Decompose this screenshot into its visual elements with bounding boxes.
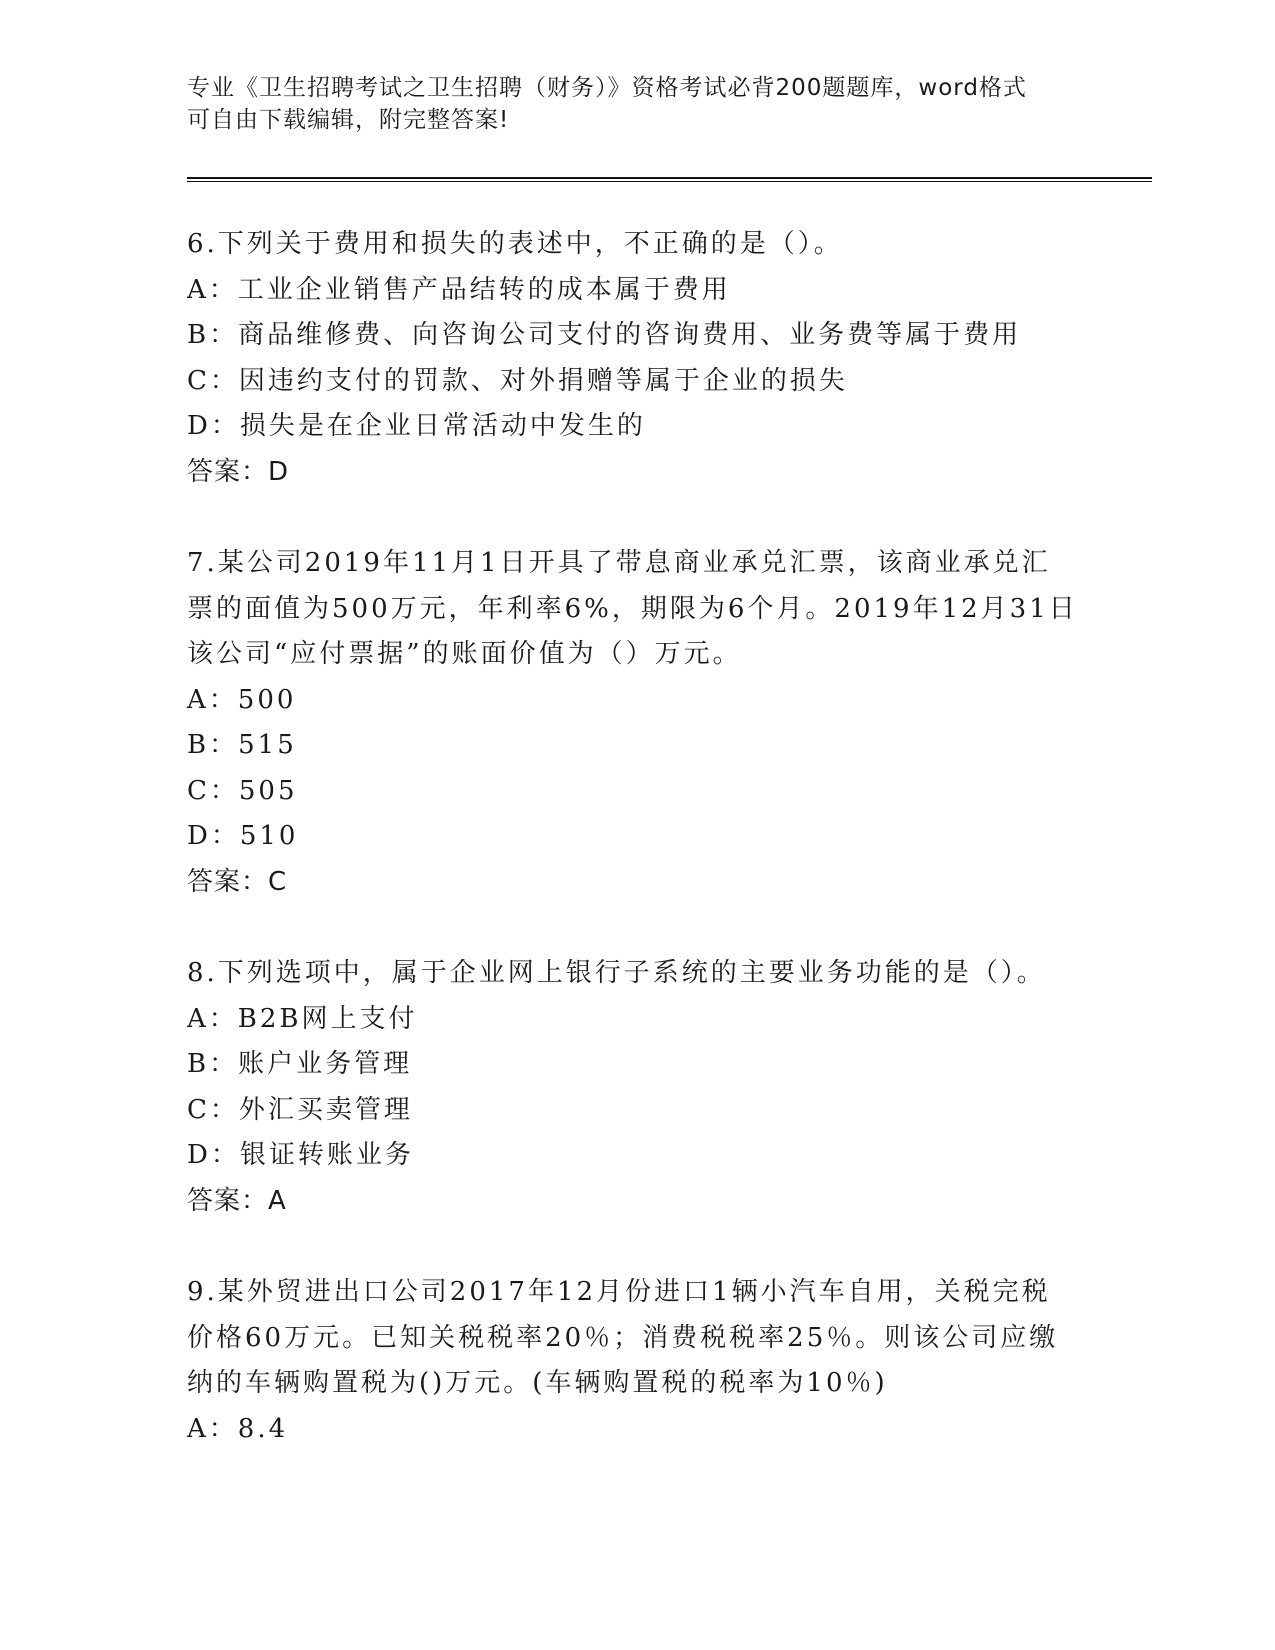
question-stem-line-3: 纳的车辆购置税为()万元。(车辆购置税的税率为10％) [187,1368,888,1398]
question-stem-line-1: 9.某外贸进出口公司2017年12月份进口1辆小汽车自用，关税完税 [187,1277,1051,1307]
document-header [187,72,1067,136]
question-stem-line-2: 票的面值为500万元，年利率6%，期限为6个月。2019年12月31日 [187,593,1078,624]
option-a: A：500 [187,684,297,715]
option-c: C：因违约支付的罚款、对外捐赠等属于企业的损失 [187,365,848,396]
option-a: A：B2B网上支付 [187,1003,418,1034]
header-divider-thick [187,177,1152,179]
question-stem-line-2: 价格60万元。已知关税税率20％；消费税税率25％。则该公司应缴 [187,1322,1059,1353]
answer: 答案：C [187,866,288,897]
option-d: D：损失是在企业日常活动中发生的 [187,411,646,441]
option-c: C：505 [187,775,298,806]
option-a: A：8.4 [187,1413,289,1444]
question-stem: 6.下列关于费用和损失的表述中，不正确的是（）。 [187,229,843,259]
option-c: C：外汇买卖管理 [187,1094,413,1125]
question-8 [187,951,1087,1224]
option-b: B：515 [187,730,297,760]
question-6 [187,222,1087,495]
option-d: D：510 [187,821,299,851]
question-7 [187,541,1087,905]
answer: 答案：A [187,1185,287,1216]
question-stem: 8.下列选项中，属于企业网上银行子系统的主要业务功能的是（）。 [187,958,1046,988]
header-line-2: 可自由下载编辑，附完整答案! [187,107,510,133]
question-stem-line-1: 7.某公司2019年11月1日开具了带息商业承兑汇票，该商业承兑汇 [187,548,1051,578]
answer: 答案：D [187,456,290,487]
header-line-1: 专业《卫生招聘考试之卫生招聘（财务）》资格考试必背200题题库，word格式 [187,75,1027,101]
option-b: B：商品维修费、向咨询公司支付的咨询费用、业务费等属于费用 [187,320,1022,350]
option-a: A：工业企业销售产品结转的成本属于费用 [187,274,731,305]
option-b: B：账户业务管理 [187,1049,413,1079]
question-stem-line-3: 该公司“应付票据”的账面价值为（）万元。 [187,639,742,669]
header-divider-thin [187,181,1152,182]
question-9 [187,1270,1087,1452]
option-d: D：银证转账业务 [187,1140,414,1170]
